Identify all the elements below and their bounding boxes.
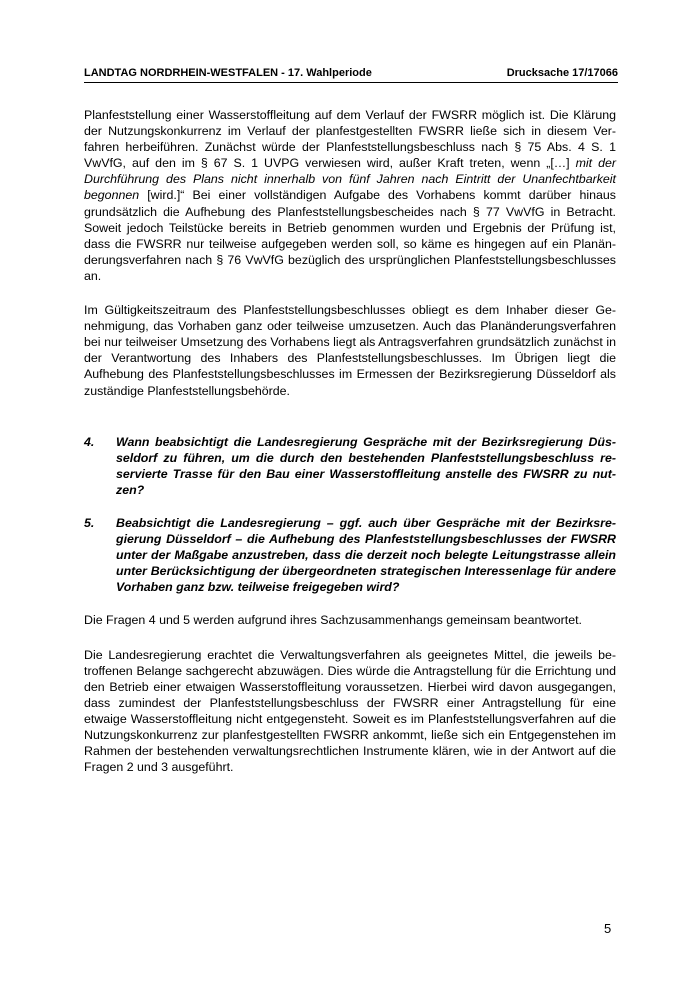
paragraph-1-part-2: [wird.]“ Bei einer vollständigen Aufgabe des Vorhabens kommt darüber hinaus grundsätzlich die Aufhebung des Planfeststellungsbescheides nach § 77 VwVfG in Betracht. Soweit jedoch Teilstücke bereits in Betrieb genommen wurden und Ergebnis der Prüfung ist, dass die FWSRR nur teilweise aufgegeben werden soll, so käme es hingegen auf ein Planänderungsverfahren nach § 76 VwVfG bezüglich des ursprünglichen Planfeststellungsbeschlusses an.: [84, 188, 616, 283]
question-4: [84, 434, 616, 498]
question-4-text: Wann beabsichtigt die Landesregierung Gespräche mit der Bezirksregierung Düsseldorf zu führen, um die durch den bestehenden Planfeststellungsbeschluss reservierte Trasse für den Bau einer Wasserstoffleitung anstelle des FWSRR zu nutzen?: [116, 434, 616, 497]
document-body: [84, 107, 616, 793]
header-divider: [84, 82, 618, 83]
question-5-text: Beabsichtigt die Landesregierung – ggf. auch über Gespräche mit der Bezirksregierung Düsseldorf – die Aufhebung des Planfeststellungsbeschlusses der FWSRR unter der Maßgabe anzustreben, dass die derzeit noch belegte Leitungstrasse allein unter Berücksichtigung der übergeordneten strategischen Interessenlage für andere Vorhaben ganz bzw. teilweise freigegeben wird?: [116, 515, 616, 595]
question-5: [84, 515, 616, 595]
paragraph-1-part-1: Planfeststellung einer Wasserstoffleitung auf dem Verlauf der FWSRR möglich ist. Die Klärung der Nutzungskonkurrenz im Verlauf der planfestgestellten FWSRR ließe sich in diesem Verfahren herbeiführen. Zunächst würde der Planfeststellungsbeschluss nach § 75 Abs. 4 S. 1 VwVfG, auf den im § 67 S. 1 UVPG verwiesen wird, außer Kraft treten, wenn „[…]: [84, 108, 616, 171]
paragraph-1: [84, 107, 616, 284]
page-header: [84, 66, 618, 80]
paragraph-3: Die Fragen 4 und 5 werden aufgrund ihres Sachzusammenhangs gemeinsam beantwortet.: [84, 613, 582, 628]
header-parliament: LANDTAG NORDRHEIN-WESTFALEN - 17. Wahlperiode: [84, 67, 372, 79]
header-document-number: Drucksache 17/17066: [506, 67, 618, 79]
question-4-number: 4.: [84, 434, 95, 449]
question-5-number: 5.: [84, 515, 95, 530]
paragraph-2: Im Gültigkeitszeitraum des Planfeststellungsbeschlusses obliegt es dem Inhaber dieser Genehmigung, das Vorhaben ganz oder teilweise umzusetzen. Auch das Planänderungsverfahren bei nur teilweiser Umsetzung des Vorhabens liegt als Antragsverfahren grundsätzlich zunächst in der Verantwortung des Inhabers des Planfeststellungsbeschlusses. Im Übrigen liegt die Aufhebung des Planfeststellungsbeschlusses im Ermessen der Bezirksregierung Düsseldorf als zuständige Planfeststellungsbehörde.: [84, 303, 616, 398]
paragraph-1-quote: mit der Durchführung des Plans nicht innerhalb von fünf Jahren nach Eintritt der Unanfechtbarkeit begonnen: [84, 156, 616, 203]
paragraph-4: Die Landesregierung erachtet die Verwaltungsverfahren als geeignetes Mittel, die jeweils betroffenen Belange sachgerecht abzuwägen. Dies würde die Antragstellung für die Errichtung und den Betrieb einer etwaigen Wasserstoffleitung voraussetzen. Hierbei wird davon ausgegangen, dass zumindest der Planfeststellungsbeschluss der FWSRR einer Antragstellung für eine etwaige Wasserstoffleitung nicht entgegensteht. Soweit es im Planfeststellungsverfahren auf die Nutzungskonkurrenz zur planfestgestellten FWSRR ankommt, ließe sich ein Entgegenstehen im Rahmen der bestehenden verwaltungsrechtlichen Instrumente klären, wie in der Antwort auf die Fragen 2 und 3 ausgeführt.: [84, 647, 616, 775]
page-number: 5: [604, 921, 612, 936]
